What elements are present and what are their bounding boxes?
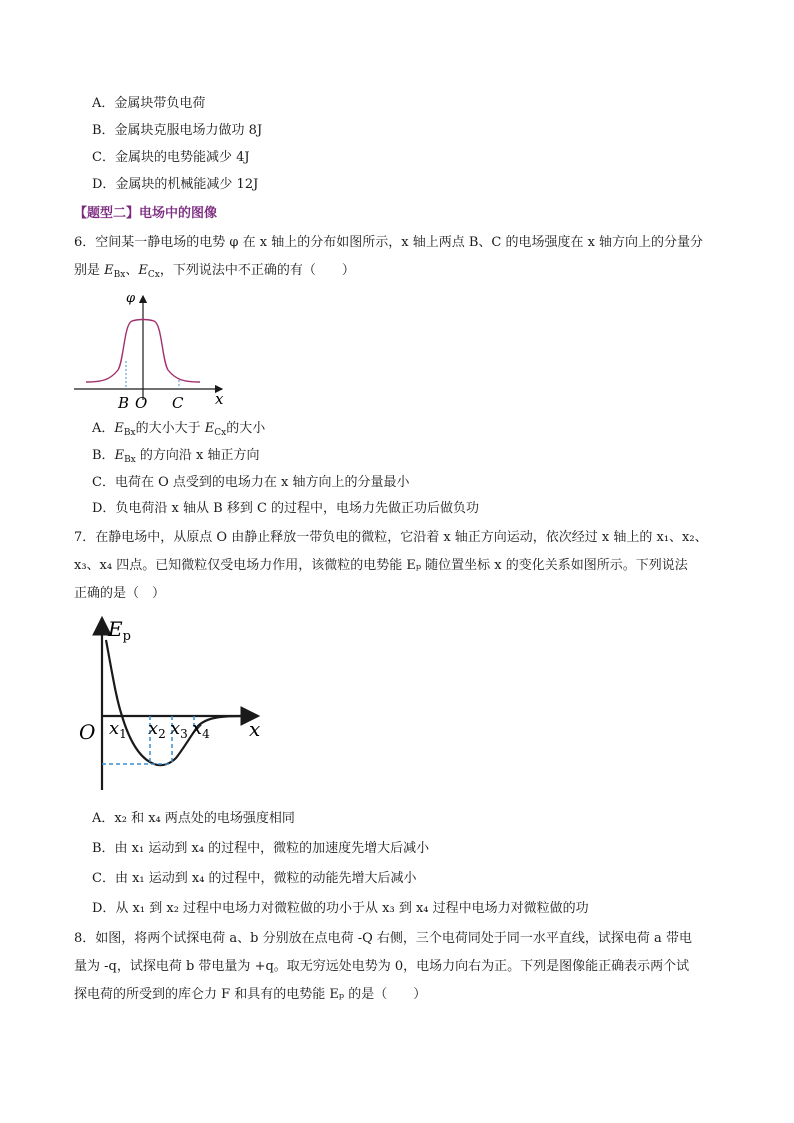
q6-c-label: C: [172, 394, 184, 412]
q6-a-s2: Cx: [214, 428, 227, 438]
q6-b-label: B: [118, 394, 130, 412]
section-title: 电场中的图像: [139, 206, 218, 221]
q6-x-label: x: [215, 390, 224, 408]
q6-a-e1: E: [114, 421, 124, 436]
section-bracket: 【题型二】: [74, 206, 140, 221]
q6-option-a: [92, 420, 265, 438]
q7-stem-line2: x₃、x₄ 四点。已知微粒仅受电场力作用，该微粒的电势能 Eₚ 随位置坐标 x 的变化关系如图所示。下列说法: [74, 558, 688, 573]
q7-x4-label: $x_4$: [192, 718, 210, 741]
q6-stem-line1: 6．空间某一静电场的电势 φ 在 x 轴上的分布如图所示，x 轴上两点 B、C 的电场强度在 x 轴方向上的分量分: [74, 235, 704, 250]
q7-origin-label: O: [79, 720, 96, 744]
q7-option-d: D．从 x₁ 到 x₂ 过程中电场力对微粒做的功小于从 x₃ 到 x₄ 过程中电场力对微粒做的功: [92, 901, 589, 916]
q7-ep-label: $E_p$: [108, 617, 131, 644]
q6-option-c: C．电荷在 O 点受到的电场力在 x 轴方向上的分量最小: [92, 475, 410, 490]
q6-stem-pre: 别是: [74, 263, 105, 278]
q6-phi-label: φ: [126, 291, 136, 306]
q6-a-e2: E: [204, 421, 215, 436]
section-heading: [74, 205, 217, 223]
q5-option-b: B．金属块克服电场力做功 8J: [92, 123, 263, 138]
q7-x1-label: $x_1$: [109, 718, 127, 741]
q6-b-post: 的方向沿 x 轴正方向: [135, 448, 260, 463]
q6-b-pre: B．: [92, 448, 115, 463]
q6-ebx: E: [104, 263, 114, 278]
q8-stem-line1: 8．如图，将两个试探电荷 a、b 分别放在点电荷 -Q 右侧，三个电荷同处于同一水平直线，试探电荷 a 带电: [74, 931, 692, 946]
q6-option-b: [92, 447, 260, 465]
q6-stem-line2: [74, 262, 355, 280]
q8-stem-line3: 探电荷的所受到的库仑力 F 和具有的电势能 Eₚ 的是（ ）: [74, 987, 427, 1002]
q6-o-label: O: [135, 394, 148, 412]
q5-option-c: C．金属块的电势能减少 4J: [92, 150, 250, 165]
q6-a-mid: 的大小大于: [135, 421, 205, 436]
q6-potential-graph: [72, 290, 232, 412]
q6-option-d: D．负电荷沿 x 轴从 B 移到 C 的过程中，电场力先做正功后做负功: [92, 501, 480, 516]
q7-x3-label: $x_3$: [170, 718, 188, 741]
q7-x-label: x: [249, 717, 261, 741]
q6-stem-post: ，下列说法中不正确的有（ ）: [159, 263, 355, 278]
q6-a-s1: Bx: [123, 428, 136, 438]
q6-ecx: E: [138, 263, 148, 278]
q6-ebx-sub: Bx: [113, 270, 126, 280]
q7-option-b: B．由 x₁ 运动到 x₄ 的过程中，微粒的加速度先增大后减小: [92, 841, 430, 856]
q6-a-pre: A．: [92, 421, 115, 436]
q6-a-post: 的大小: [226, 421, 266, 436]
q6-sep: 、: [125, 263, 139, 278]
q6-b-s: Bx: [124, 455, 136, 465]
q6-ecx-sub: Cx: [147, 270, 160, 280]
q7-energy-graph: [76, 612, 276, 794]
q7-stem-line3: 正确的是（ ）: [74, 586, 166, 601]
q6-b-e: E: [114, 448, 125, 463]
q7-x2-label: $x_2$: [148, 718, 166, 741]
q7-option-a: A．x₂ 和 x₄ 两点处的电场强度相同: [92, 811, 295, 826]
q8-stem-line2: 量为 -q，试探电荷 b 带电量为 +q。取无穷远处电势为 0，电场力向右为正。下列是图像能正确表示两个试: [74, 959, 690, 974]
q7-energy-curve: [106, 640, 246, 765]
q5-option-d: D．金属块的机械能减少 12J: [92, 177, 259, 192]
q5-option-a: A．金属块带负电荷: [92, 96, 206, 111]
q7-stem-line1: 7．在静电场中，从原点 O 由静止释放一带负电的微粒，它沿着 x 轴正方向运动，依次经过 x 轴上的 x₁、x₂、: [74, 530, 708, 545]
q7-option-c: C．由 x₁ 运动到 x₄ 的过程中，微粒的动能先增大后减小: [92, 871, 417, 886]
